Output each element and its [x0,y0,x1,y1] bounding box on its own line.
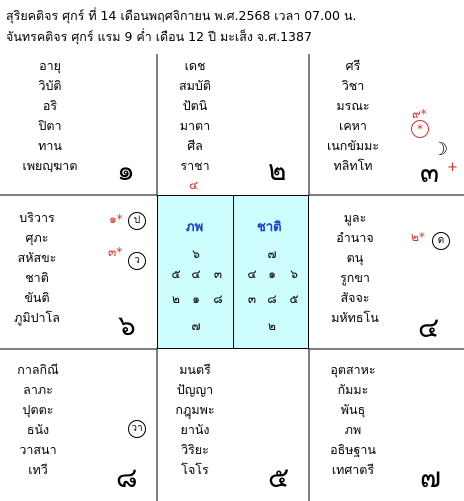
house-label: กฎุมพะ [175,402,215,417]
house-6-labels [8,208,66,328]
house-label: ศุภะ [25,230,49,245]
house-label: พันธุ [340,402,366,417]
house-label: ธนัง [26,422,50,437]
center-right-bottom: ๒ [268,319,276,333]
house-4-labels [320,208,390,328]
planet-circle-icon: ว [128,252,146,270]
house-label: รูกขา [340,270,370,285]
house-7-number: ๗ [420,461,442,494]
house-label: บริวาร [19,210,55,225]
center-box [157,195,309,349]
house-label: วาสนา [19,442,57,457]
planet-circle-icon: วา [128,420,146,438]
house-label: เทศาตรี [331,462,375,477]
center-right-cell: ๖ [290,267,298,281]
house-4-planet: ๒* [411,230,425,244]
house-3-planet: ๙* [412,107,427,121]
center-right-cell: ๘ [267,292,277,306]
center-left-cell: ๑ [192,292,200,306]
house-label: วิริยะ [181,442,209,457]
center-left-cell: ๒ [172,292,180,306]
house-label: มนตรี [179,362,211,377]
house-label: ลาภะ [23,382,53,397]
house-label: อุตสาหะ [330,362,376,377]
house-label: ภพ [344,422,362,437]
house-label: สัจจะ [340,290,370,305]
house-2-labels [170,56,220,176]
house-label: กาลกิณี [17,362,59,377]
header-lunar-line: จันทรคติจร ศุกร์ แรม 9 ค่ำ เดือน 12 ปี มะเส็ง จ.ศ.1387 [6,29,312,44]
house-6-planet-1: ๑* [109,212,123,226]
house-label: ปัตนิ [182,98,208,113]
star-icon: * [411,120,429,138]
center-right-cell: ๑ [268,267,276,281]
house-label: อายุ [39,58,61,73]
house-label: เทวี [28,462,48,477]
center-left-cell: ๕ [171,267,181,281]
house-label: ทาน [38,138,62,153]
center-left-cell: ๘ [213,292,223,306]
house-label: เคหา [339,118,367,133]
planet-circle-icon: ป [128,212,146,230]
house-label: มูละ [343,210,367,225]
house-label: ราชา [180,158,210,173]
house-label: ศีล [187,138,203,153]
house-label: ปุตตะ [22,402,54,417]
house-label: กัมมะ [337,382,369,397]
header-solar-line: สุริยคติจร ศุกร์ ที่ 14 เดือนพฤศจิกายน พ.ศ.2568 เวลา 07.00 น. [6,8,357,23]
house-7-labels [320,360,386,480]
house-label: ยานัง [180,422,210,437]
house-label: ปิตา [38,118,62,133]
center-left-cell: ๓ [213,267,223,281]
center-left-title: ภพ [186,220,204,235]
horoscope-chart [0,54,464,501]
center-left-bottom: ๗ [191,319,201,333]
house-label: ตนุ [346,250,364,265]
house-label: อริ [42,98,58,113]
moon-icon: ☽ [432,139,449,160]
house-8-number: ๘ [116,461,138,494]
house-label: มาตา [179,118,211,133]
house-5-number: ๕ [268,461,290,494]
house-6-number: ๖ [118,309,136,342]
house-label: วิบัติ [38,78,62,93]
house-label: เนกขัมมะ [326,138,380,153]
house-label: สหัสขะ [17,250,57,265]
house-3-plus: + [447,160,458,175]
house-1-labels [10,56,90,176]
house-label: โจโร [181,462,209,477]
house-8-labels [10,360,66,480]
house-label: ชาติ [25,270,49,285]
house-label: อำนาจ [336,230,374,245]
house-label: ศรี [345,58,361,73]
center-right-cell: ๔ [247,267,257,281]
center-divider [233,196,234,348]
center-right-cell: ๓ [247,292,257,306]
house-2-planet: ๔ [189,178,199,192]
planet-circle-icon: ด [432,232,450,250]
house-4-number: ๔ [418,311,440,344]
house-label: เพยญฺฆาต [22,158,78,173]
house-label: ขันติ [24,290,50,305]
house-5-labels [170,360,220,480]
house-label: วิชา [341,78,365,93]
house-2-number: ๒ [268,154,287,187]
house-1-number: ๑ [117,154,135,187]
center-right-top: ๗ [267,247,277,261]
house-label: มหัทธโน [331,310,379,325]
house-label: ทลิทโท [333,158,373,173]
house-label: มรณะ [336,98,370,113]
house-3-number: ๓ [420,156,440,189]
center-right-cell: ๕ [289,292,299,306]
house-3-labels [320,56,386,176]
center-left-cell: ๔ [191,267,201,281]
house-label: ภูมิปาโล [14,310,60,325]
center-left-top: ๖ [192,247,200,261]
house-label: สมบัติ [179,78,211,93]
house-label: ปัญญา [176,382,214,397]
house-label: อธิษฐาน [330,442,376,457]
house-6-planet-2: ๓* [108,245,123,259]
house-label: เดช [184,58,206,73]
center-right-title: ชาติ [257,220,282,235]
